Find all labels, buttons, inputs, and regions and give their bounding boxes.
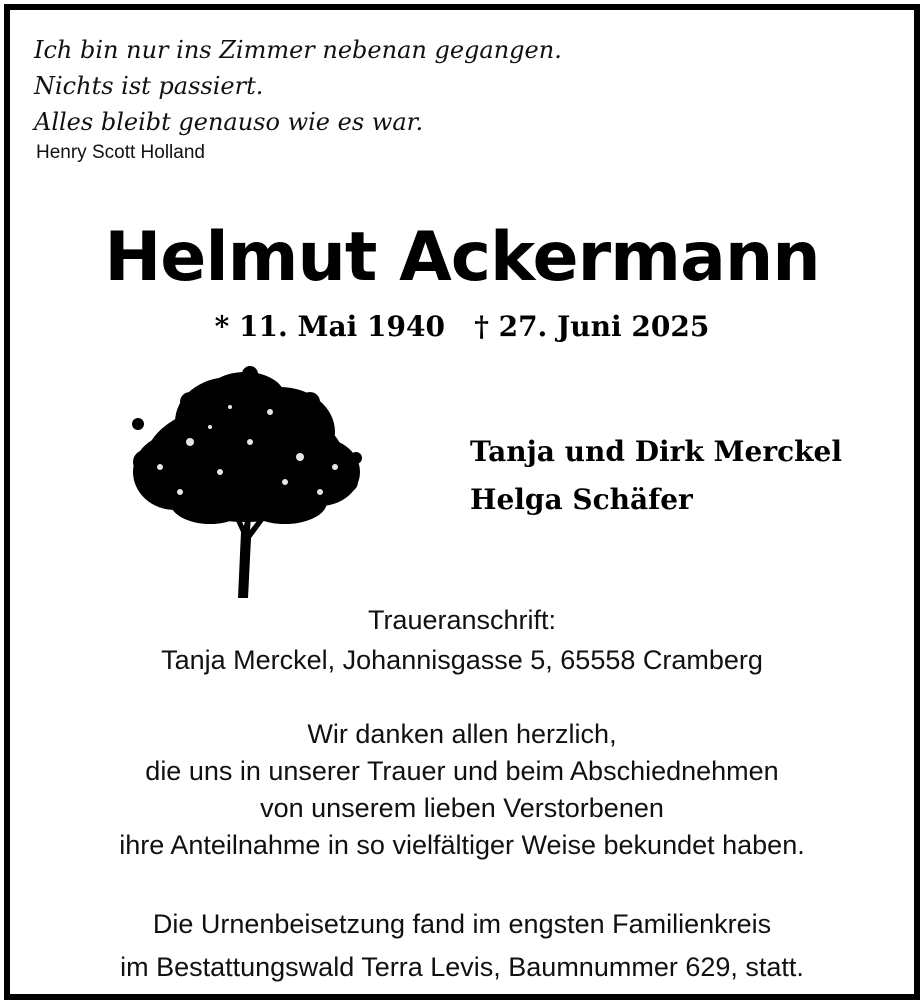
burial-notice xyxy=(10,903,914,989)
family-member: Tanja und Dirk Merckel xyxy=(470,435,842,468)
quote-line: Alles bleibt genauso wie es war. xyxy=(34,108,424,136)
life-dates xyxy=(10,310,914,343)
obituary-frame xyxy=(4,4,920,1000)
thanks-line: von unserem lieben Verstorbenen xyxy=(260,793,664,823)
burial-line: Die Urnenbeisetzung fand im engsten Familienkreis xyxy=(152,909,772,939)
thanks-line: Wir danken allen herzlich, xyxy=(307,719,617,749)
deceased-name: Helmut Ackermann xyxy=(104,218,820,297)
death-date: † 27. Juni 2025 xyxy=(474,310,710,343)
address-label: Traueranschrift: xyxy=(367,605,557,635)
family-member: Helga Schäfer xyxy=(470,483,693,516)
mourning-address xyxy=(10,600,914,680)
burial-line: im Bestattungswald Terra Levis, Baumnummer 629, statt. xyxy=(120,952,804,982)
thanks-text xyxy=(10,716,914,864)
address-line: Tanja Merckel, Johannisgasse 5, 65558 Cramberg xyxy=(161,645,763,675)
quote-line: Nichts ist passiert. xyxy=(34,72,264,100)
thanks-line: ihre Anteilnahme in so vielfältiger Weise bekundet haben. xyxy=(119,830,805,860)
thanks-line: die uns in unserer Trauer und beim Abschiednehmen xyxy=(145,756,779,786)
quote-author: Henry Scott Holland xyxy=(36,142,205,163)
birth-date: * 11. Mai 1940 xyxy=(214,310,445,343)
quote-block xyxy=(34,32,562,140)
quote-line: Ich bin nur ins Zimmer nebenan gegangen. xyxy=(34,36,562,64)
family-names xyxy=(470,428,842,524)
tree-icon xyxy=(120,362,370,598)
